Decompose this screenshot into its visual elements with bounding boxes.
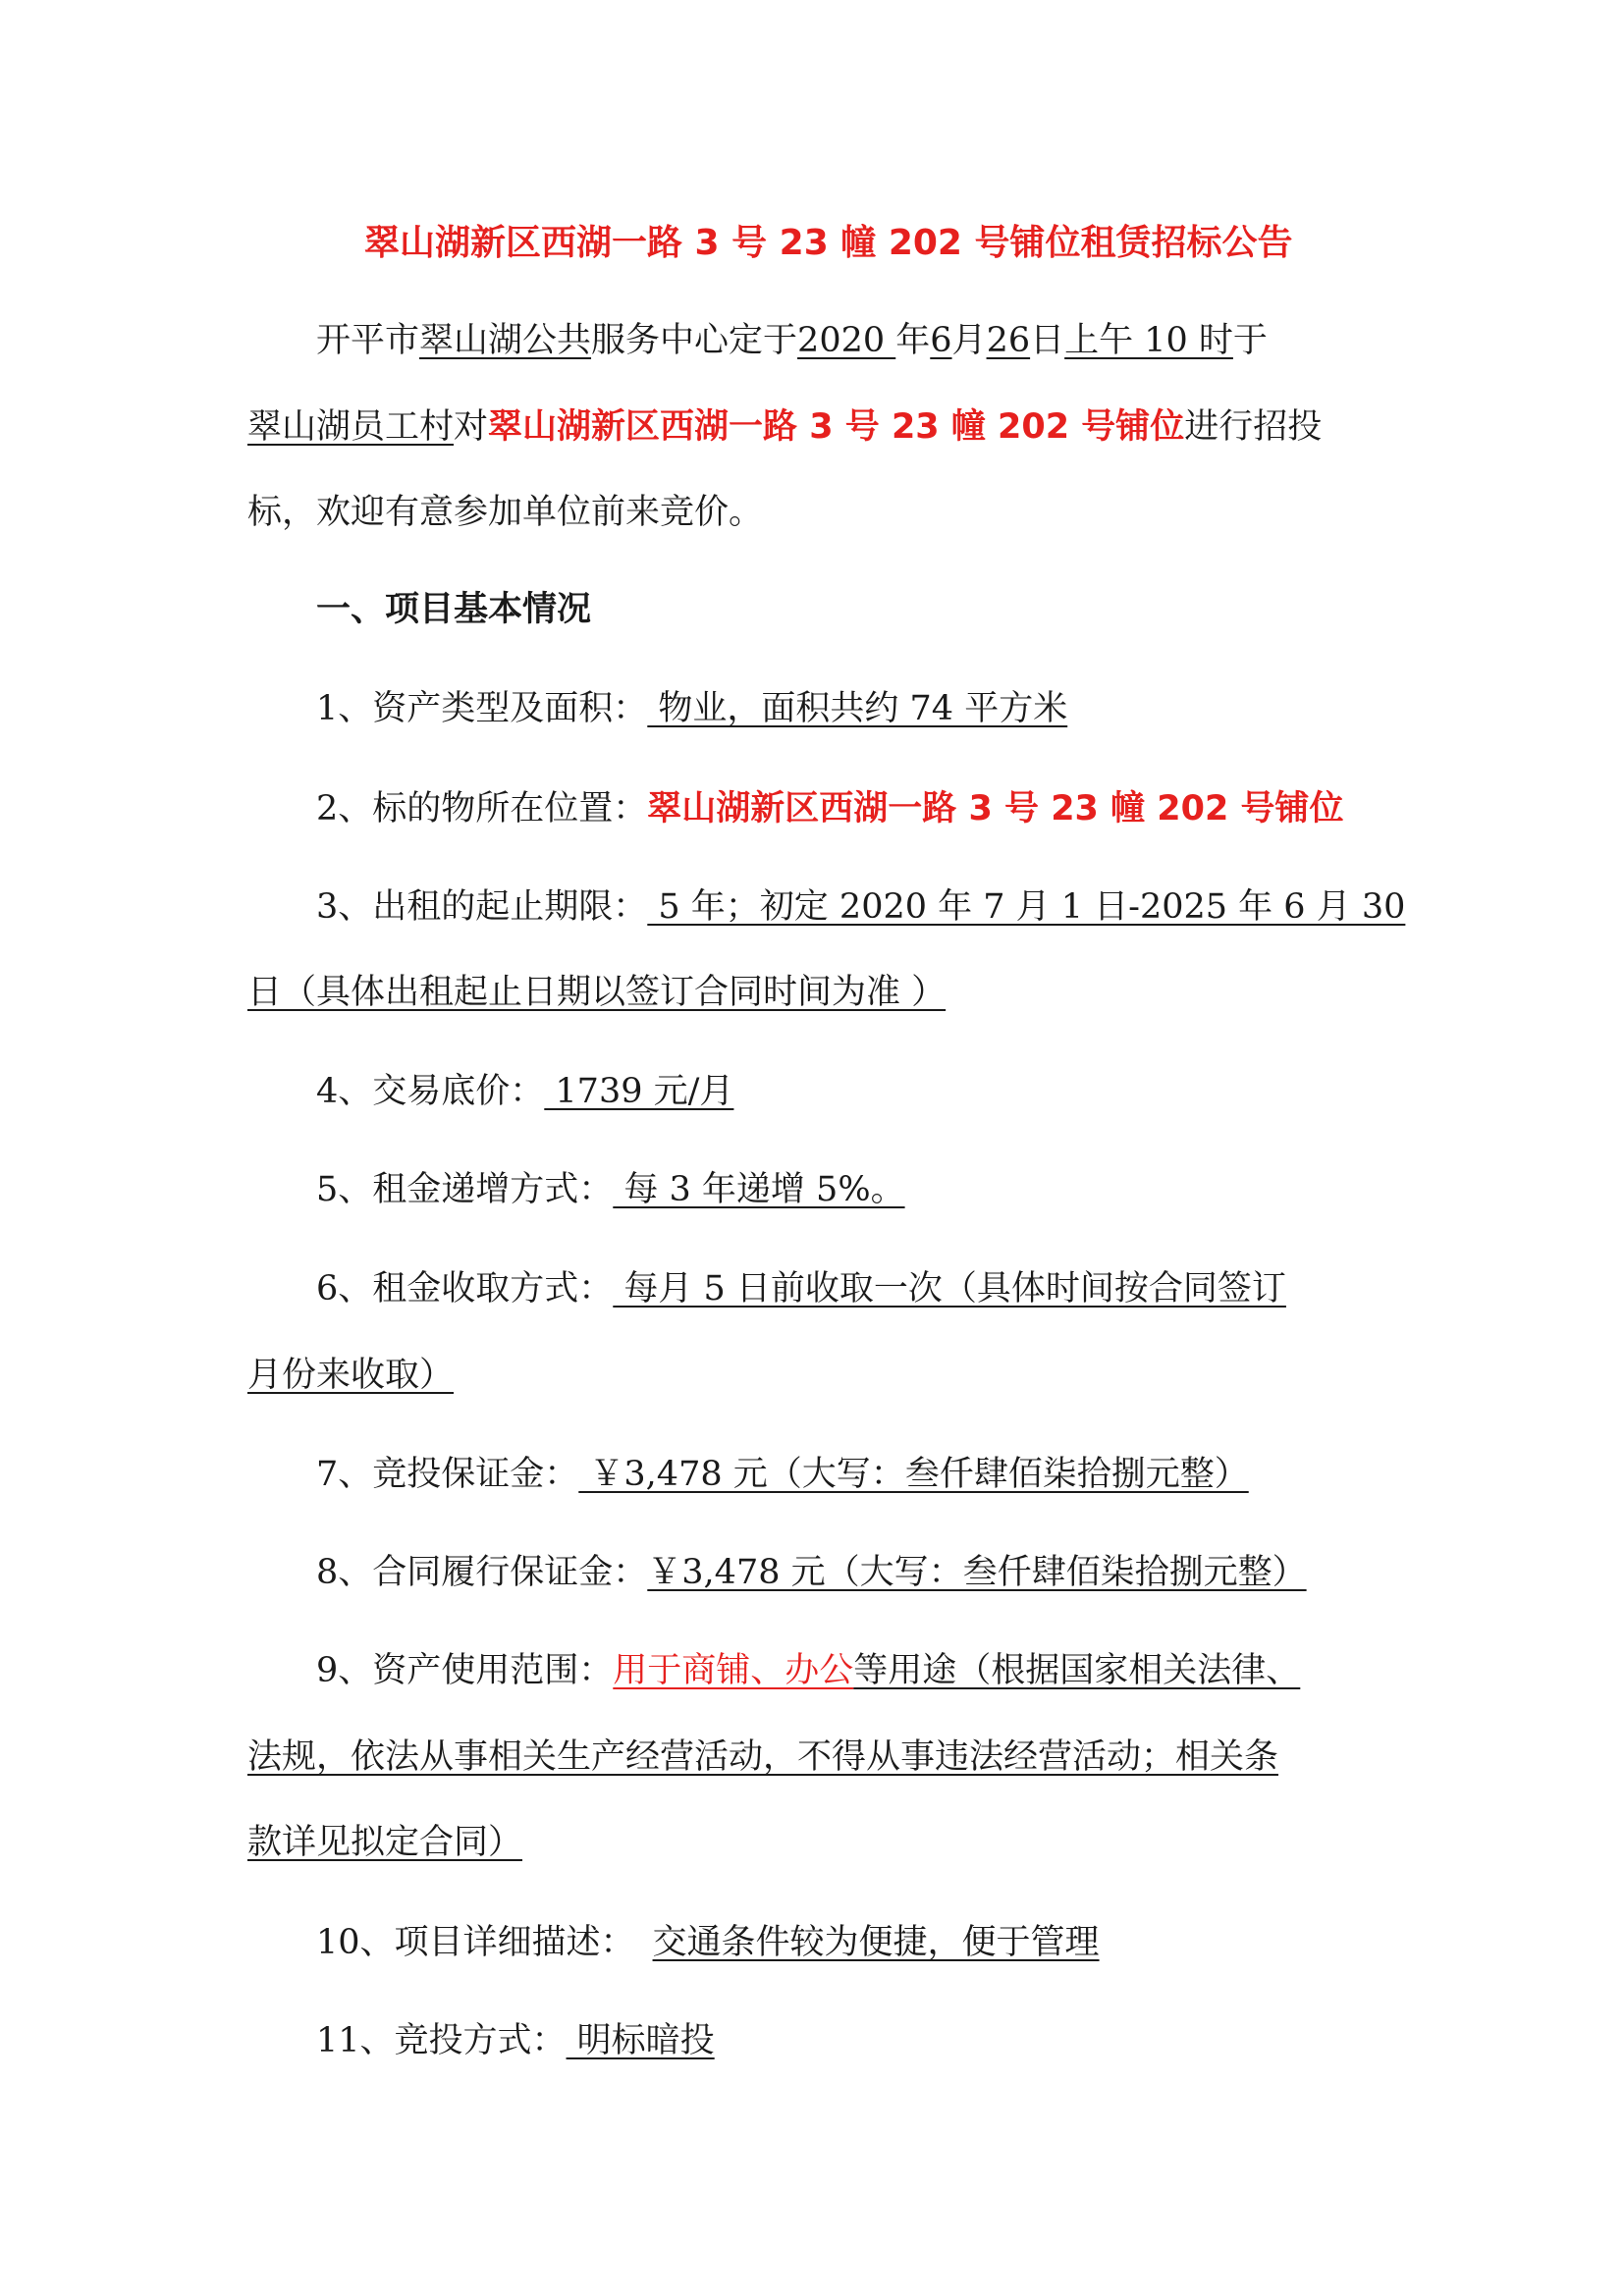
- item-value: 1739 元/月: [544, 1072, 734, 1111]
- item-7: [316, 1451, 1249, 1498]
- item-label: 7、竞投保证金：: [316, 1455, 579, 1494]
- item-value-highlight: 用于商铺、办公: [613, 1651, 854, 1690]
- intro-line-3: [247, 489, 763, 536]
- item-label: 1、资产类型及面积：: [316, 689, 648, 728]
- item-2: [316, 785, 1344, 832]
- intro-target: 翠山湖新区西湖一路 3 号 23 幢 202 号铺位: [488, 407, 1185, 447]
- document-title: [364, 220, 1293, 267]
- intro-text: 开平市: [316, 321, 420, 360]
- item-value: 交通条件较为便捷，便于管理: [652, 1923, 1100, 1962]
- item-3: [316, 883, 1405, 931]
- item-label: 8、合同履行保证金：: [316, 1553, 648, 1592]
- intro-text: 年: [895, 321, 931, 360]
- intro-org: 翠山湖公共: [419, 321, 592, 360]
- intro-day: 26: [986, 321, 1031, 360]
- item-1: [316, 685, 1067, 732]
- item-4: [316, 1068, 733, 1115]
- intro-text: 服务中心定于: [591, 321, 798, 360]
- intro-text: 月: [951, 321, 987, 360]
- item-value: 款详见拟定合同）: [247, 1823, 523, 1862]
- intro-line-1: [316, 317, 1268, 364]
- item-label: 10、项目详细描述：: [316, 1923, 635, 1962]
- item-label: 5、租金递增方式：: [316, 1170, 614, 1209]
- intro-year: 2020: [797, 321, 896, 360]
- item-5: [316, 1166, 905, 1213]
- section-heading: [316, 586, 591, 633]
- item-value: ￥3,478 元（大写：叁仟肆佰柒拾捌元整）: [578, 1455, 1249, 1494]
- item-value: 明标暗投: [566, 2021, 715, 2060]
- item-11: [316, 2017, 715, 2064]
- item-9: [316, 1647, 1300, 1694]
- intro-text: 日: [1030, 321, 1065, 360]
- item-value: ￥3,478 元（大写：叁仟肆佰柒拾捌元整）: [647, 1553, 1307, 1592]
- item-8: [316, 1549, 1307, 1596]
- item-label: 2、标的物所在位置：: [316, 789, 648, 828]
- item-value: 5 年；初定 2020 年 7 月 1 日-2025 年 6 月 30: [647, 887, 1406, 927]
- item-label: 6、租金收取方式：: [316, 1269, 614, 1308]
- item-10: [316, 1919, 1100, 1966]
- item-value: 翠山湖新区西湖一路 3 号 23 幢 202 号铺位: [647, 789, 1344, 828]
- item-3-continued: [247, 969, 946, 1016]
- intro-text: 标，欢迎有意参加单位前来竞价。: [247, 493, 764, 532]
- intro-month: 6: [930, 321, 952, 360]
- item-6-continued: [247, 1352, 454, 1399]
- intro-text: 于: [1232, 321, 1268, 360]
- intro-line-2: [247, 403, 1322, 451]
- item-value: 等用途（根据国家相关法律、: [853, 1651, 1301, 1690]
- item-label: 11、竞投方式：: [316, 2021, 567, 2060]
- intro-time: 上午 10 时: [1064, 321, 1233, 360]
- title-text: 翠山湖新区西湖一路 3 号 23 幢 202 号铺位租赁招标公告: [364, 223, 1293, 263]
- item-value: 日（具体出租起止日期以签订合同时间为准 ）: [247, 973, 947, 1012]
- item-label: 4、交易底价：: [316, 1072, 545, 1111]
- item-label: 9、资产使用范围：: [316, 1651, 614, 1690]
- intro-venue: 翠山湖员工村: [247, 407, 455, 447]
- section-heading-text: 一、项目基本情况: [316, 590, 592, 629]
- item-value: 物业，面积共约 74 平方米: [647, 689, 1068, 728]
- item-value: 法规，依法从事相关生产经营活动，不得从事违法经营活动；相关条: [247, 1737, 1279, 1777]
- item-6: [316, 1265, 1286, 1312]
- item-9-continued-2: [247, 1819, 522, 1866]
- item-value: 每 3 年递增 5%。: [613, 1170, 905, 1209]
- item-9-continued-1: [247, 1734, 1278, 1781]
- item-label: 3、出租的起止期限：: [316, 887, 648, 927]
- intro-text: 进行招投: [1184, 407, 1323, 447]
- intro-text: 对: [454, 407, 489, 447]
- item-value: 每月 5 日前收取一次（具体时间按合同签订: [613, 1269, 1286, 1308]
- item-value: 月份来收取）: [247, 1356, 455, 1395]
